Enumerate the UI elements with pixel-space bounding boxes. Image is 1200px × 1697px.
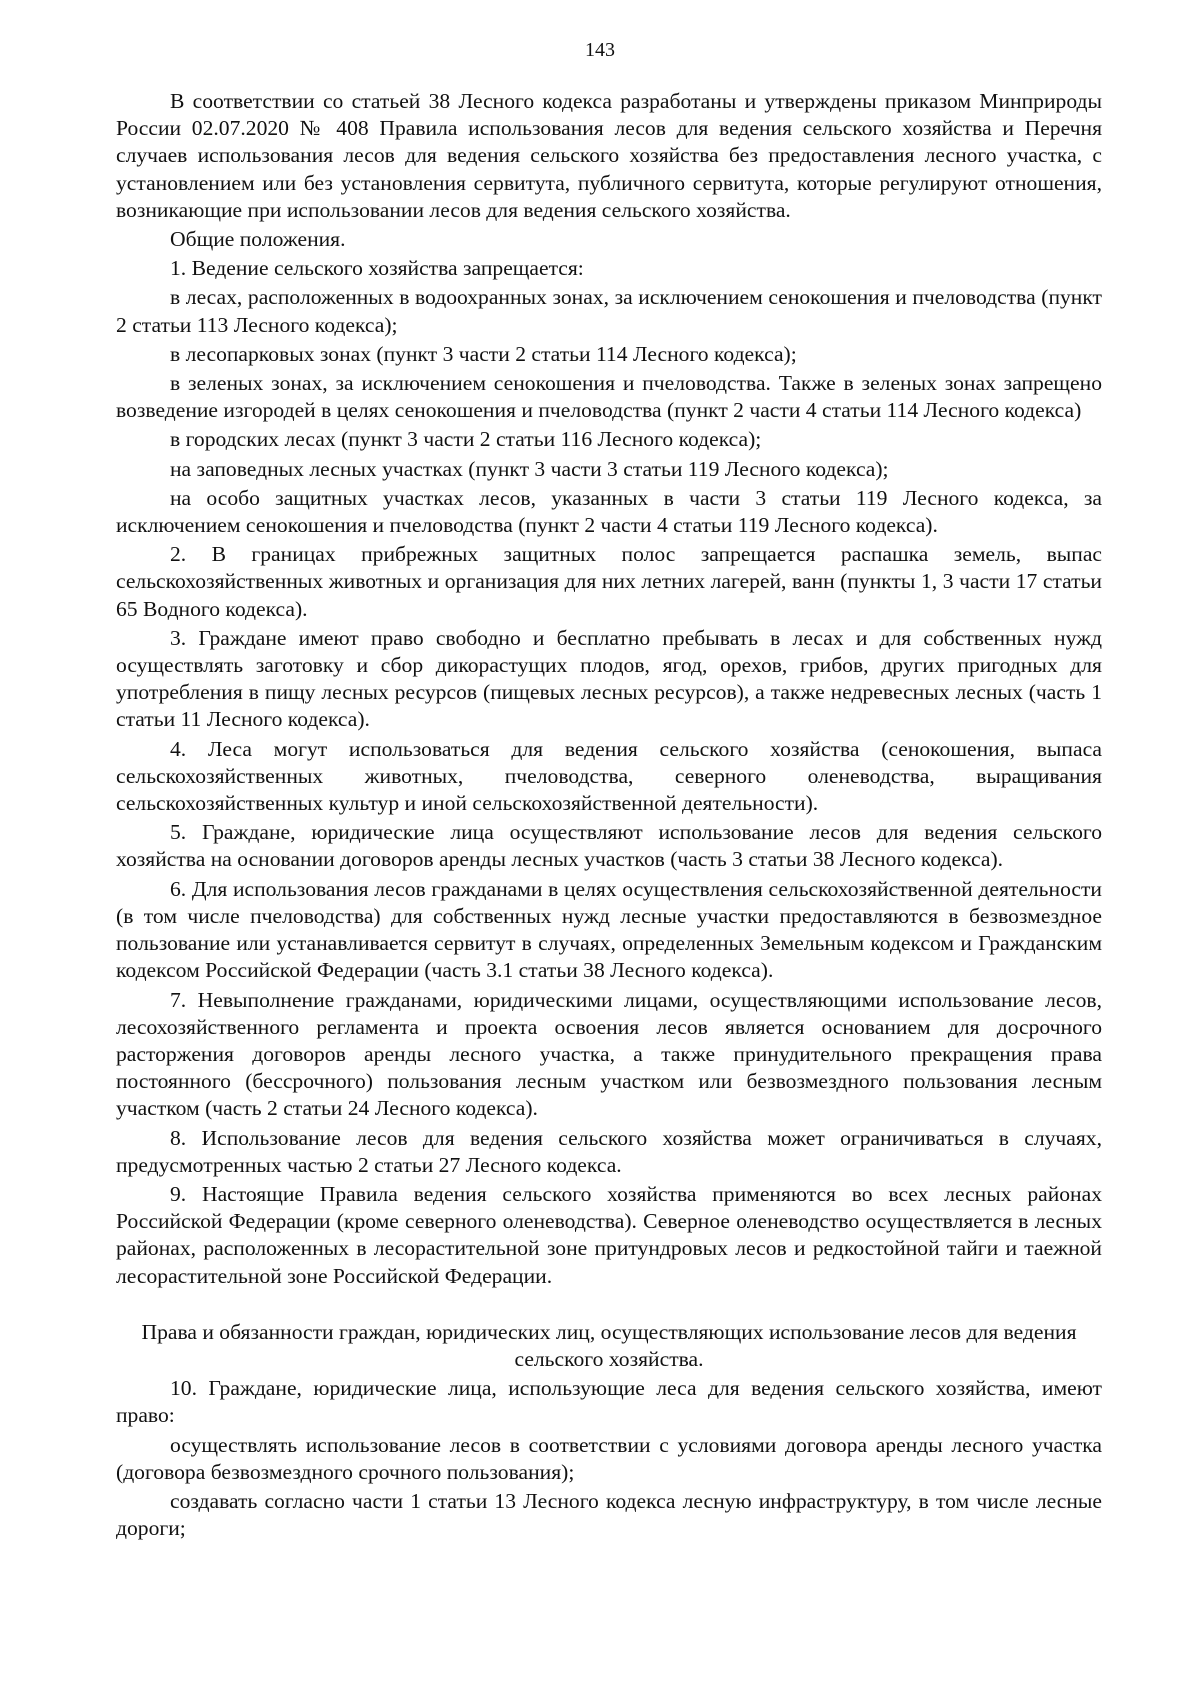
paragraph-general-provisions: Общие положения.: [170, 227, 346, 252]
paragraph-item-10-lease-use: осуществлять использование лесов в соответствии с условиями договора аренды лесного участка (договора безвозмездного срочного пользования);: [116, 1432, 1102, 1484]
paragraph-item-10: 10. Граждане, юридические лица, использующие леса для ведения сельского хозяйства, имеют право:: [116, 1376, 1102, 1428]
paragraph-item-3: 3. Граждане имеют право свободно и бесплатно пребывать в лесах и для собственных нужд осуществлять заготовку и сбор дикорастущих плодов, ягод, орехов, грибов, других пригодных для употребления в пищу лесных ресурсов (пищевых лесных ресурсов), а также недревесных лесных (часть 1 статьи 11 Лесного кодекса).: [116, 625, 1102, 732]
paragraph-item-1-reserved-plots: на заповедных лесных участках (пункт 3 части 3 статьи 119 Лесного кодекса);: [170, 456, 889, 481]
paragraph-item-9: 9. Настоящие Правила ведения сельского хозяйства применяются во всех лесных районах Российской Федерации (кроме северного оленеводства). Северное оленеводство осуществляется в лесных районах, расположенных в лесорастительной зоне притундровых лесов и редкостойной тайги и таежной лесорастительной зоне Российской Федерации.: [116, 1181, 1102, 1288]
paragraph-item-1-protected-plots: на особо защитных участках лесов, указанных в части 3 статьи 119 Лесного кодекса, за исключением сенокошения и пчеловодства (пункт 2 части 4 статьи 119 Лесного кодекса).: [116, 485, 1102, 538]
paragraph-item-8: 8. Использование лесов для ведения сельского хозяйства может ограничиваться в случаях, предусмотренных частью 2 статьи 27 Лесного кодекса.: [116, 1125, 1102, 1177]
section-heading: Права и обязанности граждан, юридических лиц, осуществляющих использование лесов для ведения сельского хозяйства.: [141, 1319, 1077, 1371]
paragraph-item-6: 6. Для использования лесов гражданами в целях осуществления сельскохозяйственной деятельности (в том числе пчеловодства) для собственных нужд лесные участки предоставляются в безвозмездное пользование или устанавливается сервитут в случаях, определенных Земельным кодексом и Гражданским кодексом Российской Федерации (часть 3.1 статьи 38 Лесного кодекса).: [116, 876, 1102, 983]
paragraph-item-5: 5. Граждане, юридические лица осуществляют использование лесов для ведения сельского хозяйства на основании договоров аренды лесных участков (часть 3 статьи 38 Лесного кодекса).: [116, 820, 1102, 872]
paragraph-item-4: 4. Леса могут использоваться для ведения сельского хозяйства (сенокошения, выпаса сельскохозяйственных животных, пчеловодства, северного оленеводства, выращивания сельскохозяйственных культур и иной сельскохозяйственной деятельности).: [116, 736, 1102, 816]
paragraph-intro: В соответствии со статьей 38 Лесного кодекса разработаны и утверждены приказом Минприроды России 02.07.2020 № 408 Правила использования лесов для ведения сельского хозяйства и Перечня случаев использования лесов для ведения сельского хозяйства без предоставления лесного участка, с установлением или без установления сервитута, публичного сервитута, которые регулируют отношения, возникающие при использовании лесов для ведения сельского хозяйства.: [116, 89, 1102, 222]
page-number: 143: [585, 39, 615, 61]
paragraph-item-1-green-zones: в зеленых зонах, за исключением сенокошения и пчеловодства. Также в зеленых зонах запрещено возведение изгородей в целях сенокошения и пчеловодства (пункт 2 части 4 статьи 114 Лесного кодекса): [116, 371, 1102, 423]
paragraph-item-1-city-forests: в городских лесах (пункт 3 части 2 статьи 116 Лесного кодекса);: [170, 427, 762, 452]
paragraph-item-1-forest-parks: в лесопарковых зонах (пункт 3 части 2 статьи 114 Лесного кодекса);: [170, 341, 797, 366]
paragraph-item-2: 2. В границах прибрежных защитных полос запрещается распашка земель, выпас сельскохозяйственных животных и организация для них летних лагерей, ванн (пункты 1, 3 части 17 статьи 65 Водного кодекса).: [116, 542, 1102, 621]
paragraph-item-10-infrastructure: создавать согласно части 1 статьи 13 Лесного кодекса лесную инфраструктуру, в том числе лесные дороги;: [116, 1488, 1102, 1541]
paragraph-item-7: 7. Невыполнение гражданами, юридическими лицами, осуществляющими использование лесов, лесохозяйственного регламента и проекта освоения лесов является основанием для досрочного расторжения договоров аренды лесного участка, а также принудительного прекращения права постоянного (бессрочного) пользования лесным участком или безвозмездного пользования лесным участком (часть 2 статьи 24 Лесного кодекса).: [116, 987, 1102, 1121]
paragraph-item-1-water-zones: в лесах, расположенных в водоохранных зонах, за исключением сенокошения и пчеловодства (пункт 2 статьи 113 Лесного кодекса);: [116, 285, 1102, 337]
paragraph-item-1: 1. Ведение сельского хозяйства запрещается:: [170, 256, 584, 281]
document-body: [116, 88, 1102, 1542]
